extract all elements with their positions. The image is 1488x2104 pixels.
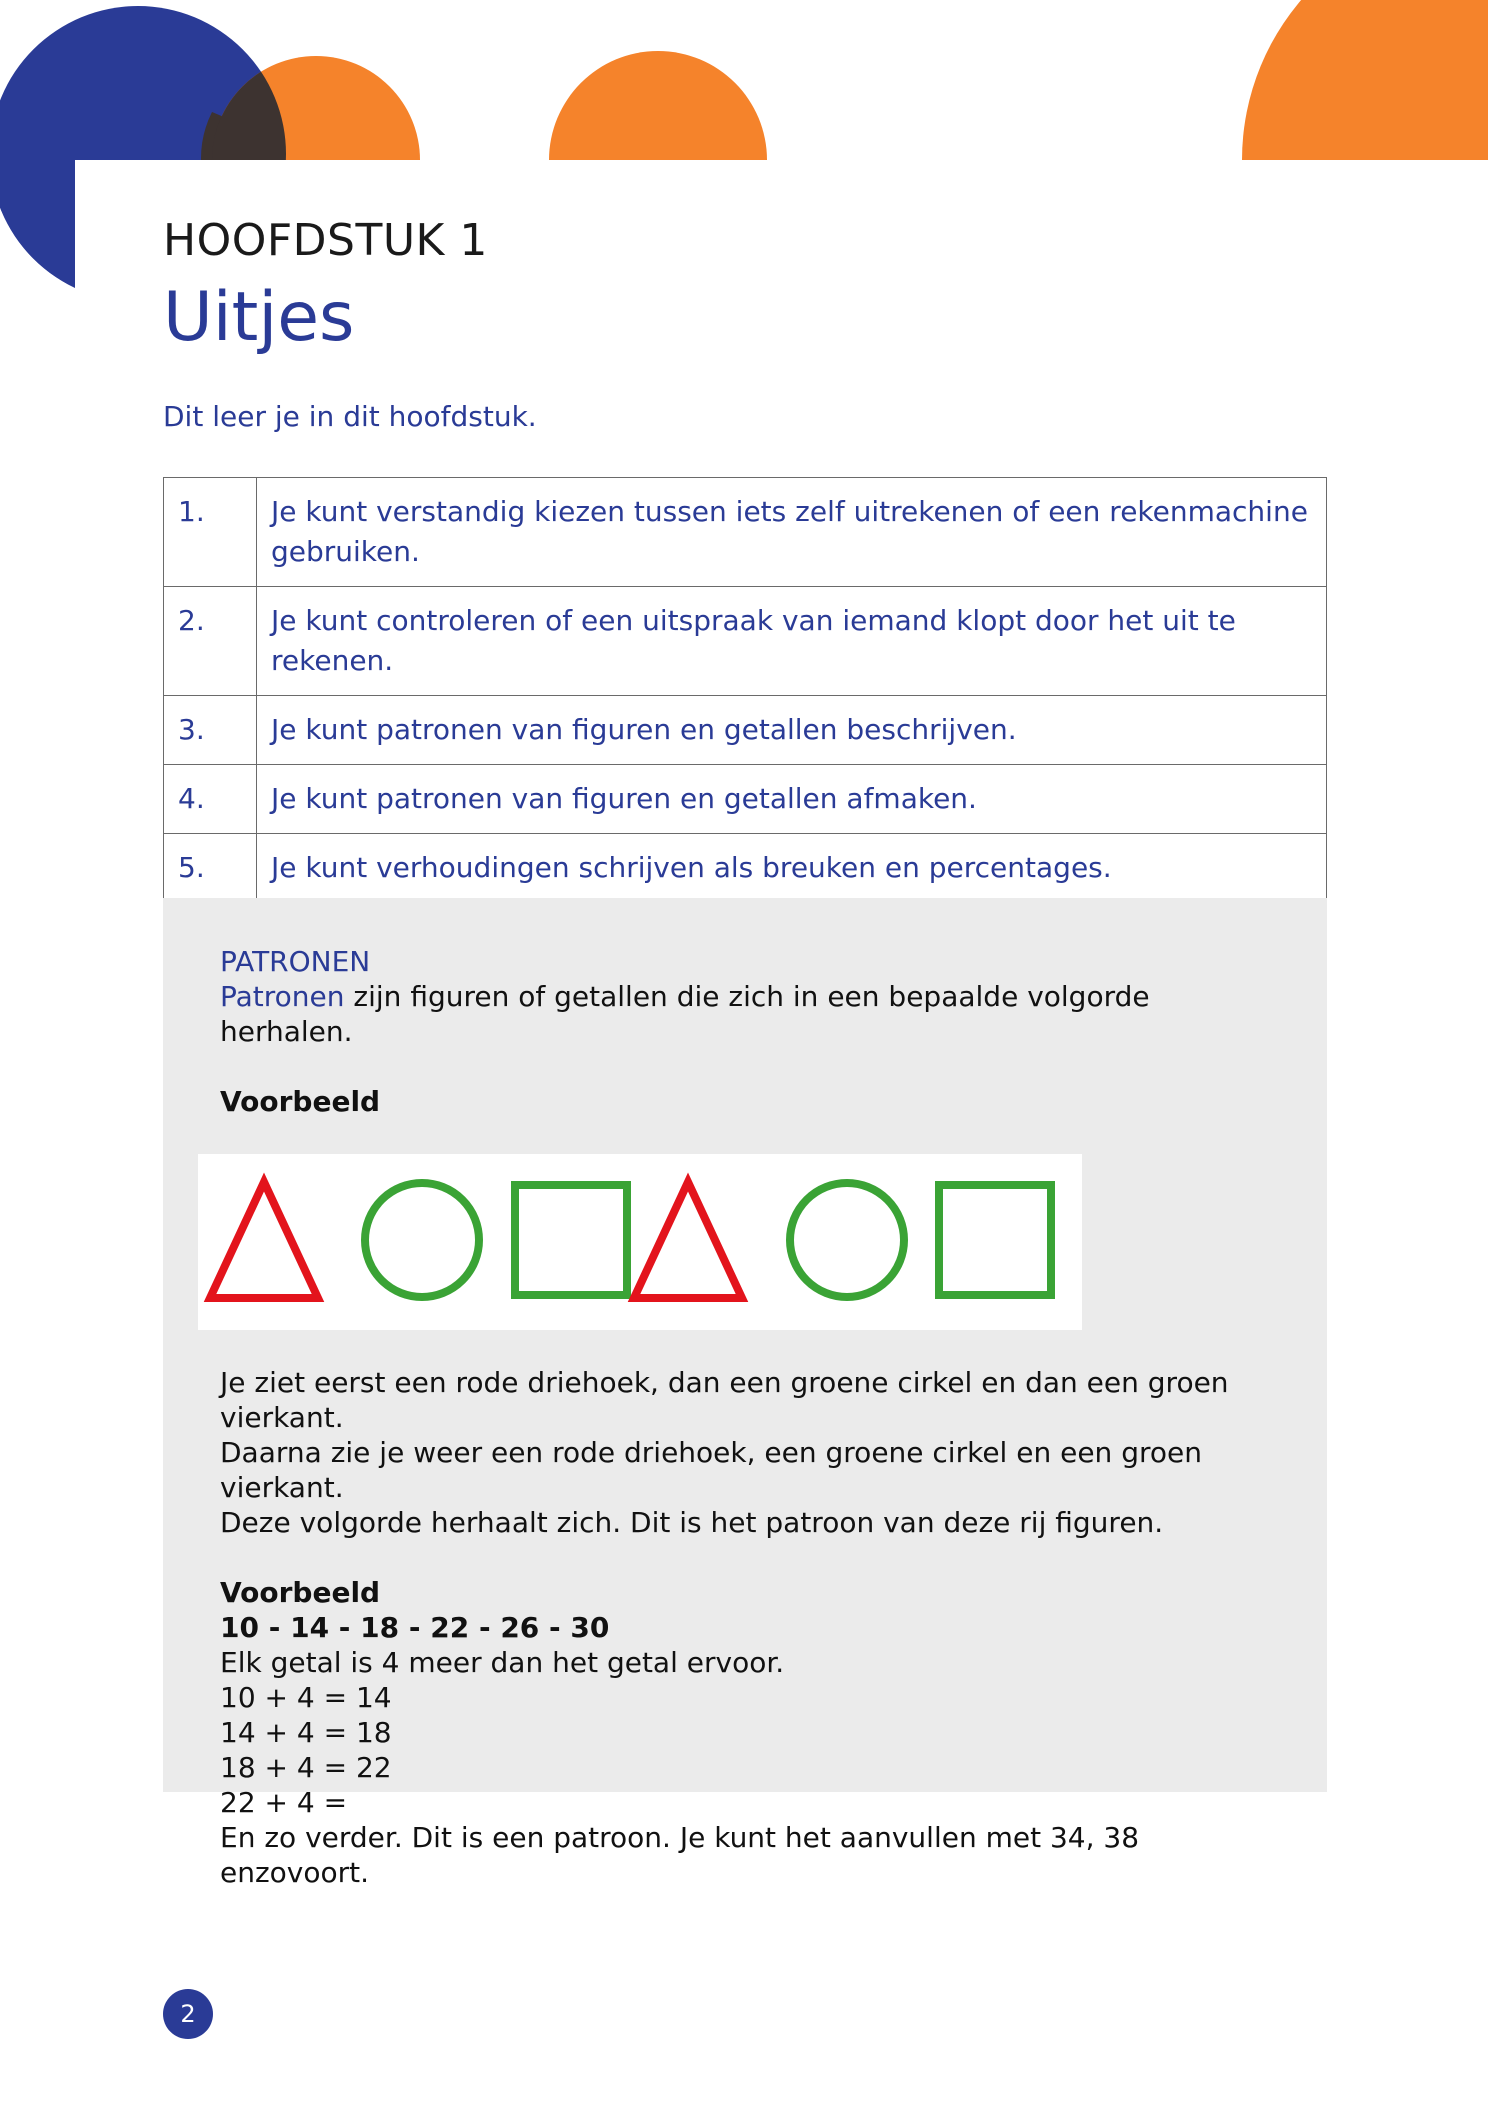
page-number: 2 [163, 1989, 213, 2039]
chapter-label: HOOFDSTUK 1 [163, 215, 488, 266]
table-row [164, 765, 1327, 834]
goal-number: 2. [164, 587, 257, 696]
example-text-line: 18 + 4 = 22 [220, 1751, 392, 1784]
green-square-shape [939, 1185, 1051, 1295]
example-text-line: Daarna zie je weer een rode driehoek, een groene cirkel en een groen vierkant. [220, 1436, 1202, 1504]
definition-term: Patronen [220, 980, 345, 1013]
table-row [164, 587, 1327, 696]
table-row [164, 478, 1327, 587]
example-label: Voorbeeld [220, 1085, 381, 1118]
example-text-line: Je ziet eerst een rode driehoek, dan een groene cirkel en dan een groen vierkant. [220, 1366, 1229, 1434]
definition-text [220, 979, 1270, 1049]
goal-text: Je kunt patronen van figuren en getallen beschrijven. [257, 696, 1327, 765]
green-circle-shape [790, 1183, 904, 1297]
goal-text: Je kunt controleren of een uitspraak van iemand klopt door het uit te rekenen. [257, 587, 1327, 696]
example-label: Voorbeeld [220, 1576, 381, 1609]
patterns-info-box [163, 898, 1327, 1889]
info-heading: PATRONEN [220, 945, 371, 978]
red-triangle-shape [210, 1182, 318, 1298]
learning-goals-table [163, 477, 1327, 903]
example-text-line: 22 + 4 = [220, 1786, 348, 1819]
example-text-line: 14 + 4 = 18 [220, 1716, 392, 1749]
intro-text: Dit leer je in dit hoofdstuk. [163, 400, 537, 433]
shape-pattern-image [198, 1154, 1082, 1330]
green-circle-shape [365, 1183, 479, 1297]
number-sequence: 10 - 14 - 18 - 22 - 26 - 30 [220, 1611, 610, 1644]
goal-text: Je kunt verstandig kiezen tussen iets zelf uitrekenen of een rekenmachine gebruiken. [257, 478, 1327, 587]
example-text-line: En zo verder. Dit is een patroon. Je kunt het aanvullen met 34, 38 enzovoort. [220, 1821, 1140, 1889]
goal-text: Je kunt verhoudingen schrijven als breuken en percentages. [257, 834, 1327, 903]
red-triangle-shape [634, 1182, 742, 1298]
goal-number: 3. [164, 696, 257, 765]
green-square-shape [515, 1185, 627, 1295]
goal-number: 4. [164, 765, 257, 834]
goal-text: Je kunt patronen van figuren en getallen afmaken. [257, 765, 1327, 834]
table-row [164, 696, 1327, 765]
example-text-line: 10 + 4 = 14 [220, 1681, 392, 1714]
example-text-line: Deze volgorde herhaalt zich. Dit is het patroon van deze rij figuren. [220, 1506, 1164, 1539]
goal-number: 1. [164, 478, 257, 587]
table-row [164, 834, 1327, 903]
goal-number: 5. [164, 834, 257, 903]
definition-rest: zijn figuren of getallen die zich in een bepaalde volgorde herhalen. [220, 980, 1150, 1048]
chapter-title: Uitjes [163, 278, 355, 357]
example-text-line: Elk getal is 4 meer dan het getal ervoor. [220, 1646, 785, 1679]
